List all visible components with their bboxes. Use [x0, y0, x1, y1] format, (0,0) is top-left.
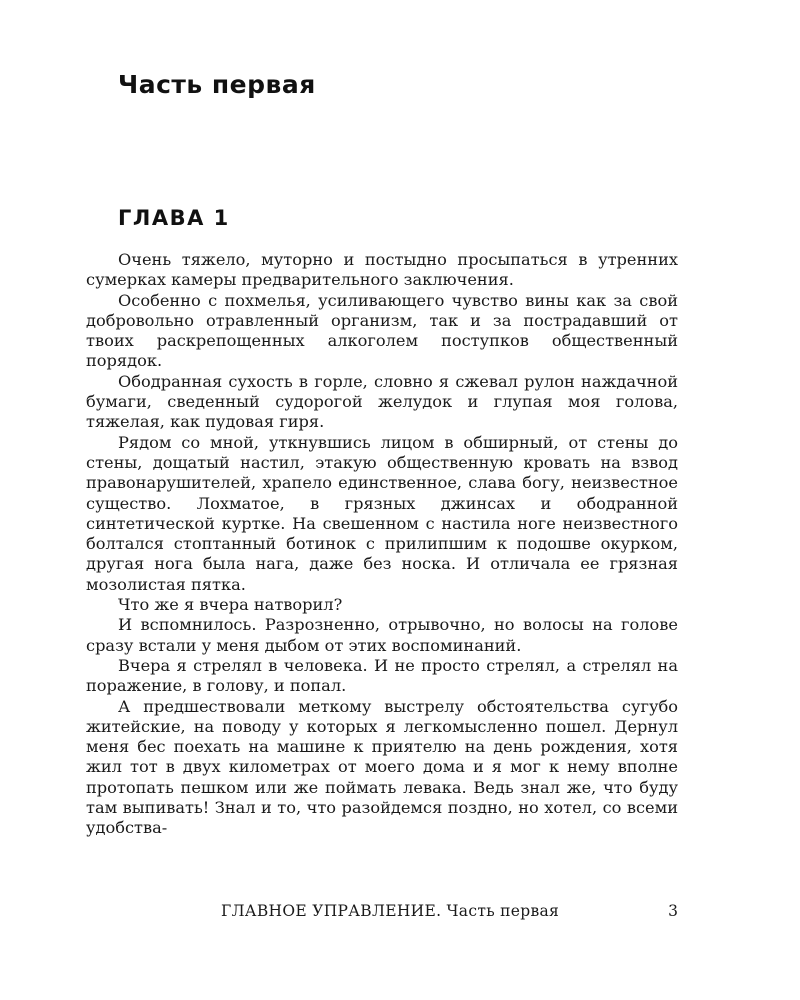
chapter-title: ГЛАВА 1	[118, 206, 230, 230]
paragraph: Вчера я стрелял в человека. И не просто стрелял, а стрелял на поражение, в голову, и попал.	[86, 655, 678, 696]
part-title: Часть первая	[118, 70, 316, 99]
page-number: 3	[668, 902, 678, 920]
running-title: ГЛАВНОЕ УПРАВЛЕНИЕ. Часть первая	[221, 902, 560, 920]
chapter-body	[86, 250, 678, 839]
paragraph: Особенно с похмелья, усиливающего чувство вины как за свой добровольно отравленный организм, так и за пострадавший от твоих раскрепощенных алкоголем поступков общественный порядок.	[86, 290, 678, 371]
paragraph: И вспомнилось. Разрозненно, отрывочно, но волосы на голове сразу встали у меня дыбом от этих воспоминаний.	[86, 615, 678, 655]
paragraph: Что же я вчера натворил?	[118, 595, 343, 615]
paragraph: А предшествовали меткому выстрелу обстоятельства сугубо житейские, на поводу у которых я легкомысленно пошел. Дернул меня бес поехать на машине к приятелю на день рождения, хотя жил тот в двух километрах от моего дома и я мог к нему вполне протопать пешком или же поймать левака. Ведь знал же, что буду там выпивать! Знал и то, что разойдемся поздно, но хотел, со всеми удобства-	[86, 696, 678, 838]
paragraph: Ободранная сухость в горле, словно я сжевал рулон наждачной бумаги, сведенный судорогой желудок и глупая моя голова, тяжелая, как пудовая гиря.	[86, 371, 678, 432]
paragraph: Рядом со мной, уткнувшись лицом в обширный, от стены до стены, дощатый настил, этакую общественную кровать на взвод правонарушителей, храпело единственное, слава богу, неизвестное существо. Лохматое, в грязных джинсах и ободранной синтетической куртке. На свешенном с настила ноге неизвестного болтался стоптанный ботинок с прилипшим к подошве окурком, другая нога была нага, даже без носка. И отличала ее грязная мозолистая пятка.	[86, 432, 678, 594]
page-footer	[86, 902, 678, 924]
paragraph: Очень тяжело, муторно и постыдно просыпаться в утренних сумерках камеры предварительного заключения.	[86, 250, 678, 290]
